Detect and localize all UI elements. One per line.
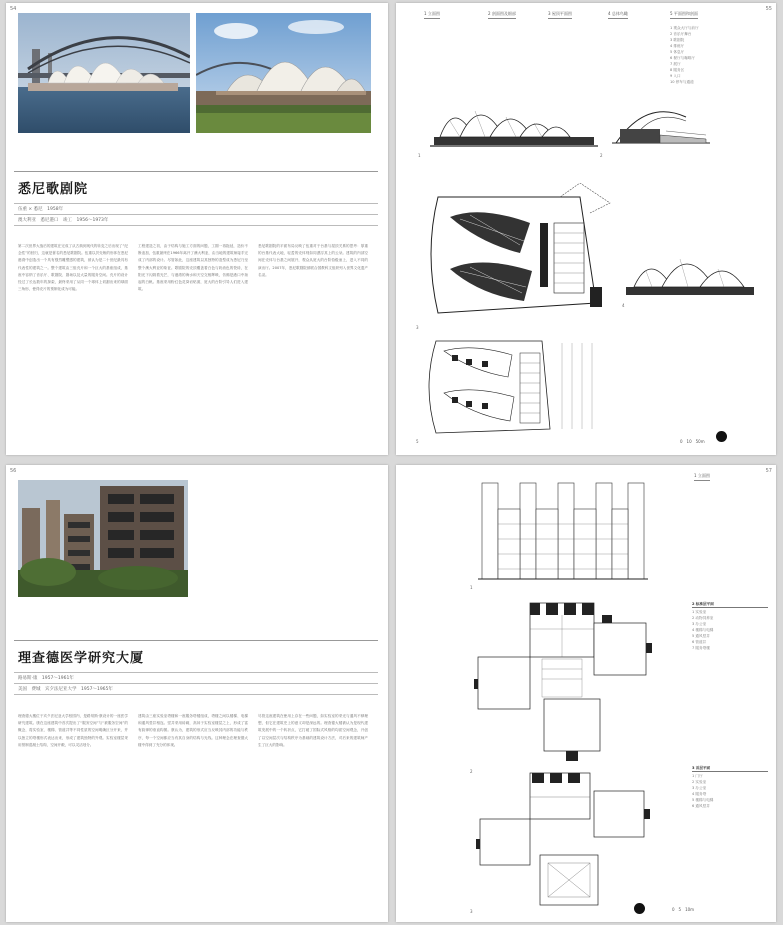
page-number: 55 bbox=[765, 6, 772, 12]
drawing-label-5: 5 bbox=[416, 439, 419, 444]
page-number: 54 bbox=[10, 6, 17, 12]
legend-item: 3 歌剧院 bbox=[670, 38, 685, 42]
legend-typical-floor bbox=[692, 601, 768, 651]
drawing-elevation bbox=[430, 91, 600, 153]
legend-item: 4 楼梯与电梯 bbox=[692, 628, 714, 632]
north-arrow-circle bbox=[634, 903, 645, 914]
section-tabs bbox=[424, 11, 766, 21]
drawing-label-3: 3 bbox=[416, 325, 419, 330]
legend-item: 8 服务区 bbox=[670, 68, 685, 72]
text-column-1: 理查德大楼位于宾夕法尼亚大学校园内，是路易斯·康设计的一座医学研究建筑。康在这座建筑中首次提出了“服务空间”与“被服务空间”的概念，将实验室、楼梯、管道井等不同性质的空间明确区分开来，并以独立的塔楼形式表达出来，形成了建筑独特的外观。实验室楼层采用预制混凝土结构，空间开敞，可以灵活划分。 bbox=[18, 714, 128, 747]
legend-item: 5 休息厅 bbox=[670, 50, 685, 54]
legend-item: 2 音乐厅舞台 bbox=[670, 32, 692, 36]
legend-item: 1 观众大厅与前厅 bbox=[670, 26, 699, 30]
drawing-side-elevation bbox=[626, 241, 756, 301]
drawing-floor-plan bbox=[422, 333, 622, 438]
legend-item: 7 服务塔楼 bbox=[692, 646, 710, 650]
legend-heading: 2 标准层平面 bbox=[692, 601, 768, 608]
meta-location: 澳大利亚 悉尼港口 竣工 1956～1973年 bbox=[14, 214, 378, 226]
legend-item: 6 餐厅与咖啡厅 bbox=[670, 56, 695, 60]
page-number: 57 bbox=[765, 468, 772, 474]
legend-item: 1 门厅 bbox=[692, 774, 703, 778]
legend-item: 4 服务塔 bbox=[692, 792, 707, 796]
drawing-section bbox=[606, 95, 716, 153]
scale-bar-text: 0 5 10m bbox=[672, 907, 695, 912]
scale-bar-text: 0 10 50m bbox=[680, 439, 705, 444]
page-richards-text bbox=[6, 465, 388, 922]
north-arrow-circle bbox=[716, 431, 727, 442]
drawing-label-3: 3 bbox=[470, 909, 473, 914]
tab-elevation: 1 立面图 bbox=[694, 473, 710, 481]
text-column-2: 工程建造之初，由于结构与施工方面的问题，工期一再拖延，造价不断追加，伍重最终在1966年离开了澳大利亚，由当地的建筑师接手完成了内部的设计。尽管如此，这座建筑以其独特的造型成为悉尼乃至整个澳大利亚的象征。歌剧院的壳顶覆盖着白色与奶油色的瓷砖，在阳光下闪烁着光芒，与港湾的海水和天空交相辉映，仿佛是港口中扬起的白帆。基座采用粉红色花岗岩贴面，宽大的台阶引导人们进入建筑。 bbox=[138, 244, 248, 292]
tab-section: 2 剖面图及细部 bbox=[488, 11, 516, 19]
drawing-label-1: 1 bbox=[418, 153, 421, 158]
photo-richards-building bbox=[18, 480, 188, 597]
legend-item: 6 通风竖井 bbox=[692, 804, 710, 808]
legend-item: 9 入口 bbox=[670, 74, 681, 78]
tab-aerial: 4 总体鸟瞰 bbox=[608, 11, 628, 19]
legend-item: 6 管道井 bbox=[692, 640, 707, 644]
text-column-3: 尽管这座建筑在使用上存在一些问题，如实验室的采光与通风不够理想，但它在建筑史上的意义却是深远的。理查德大楼被认为是现代建筑发展中的一个转折点，它打破了国际式风格的均质空间观念，开创了以空间层次与结构秩序为基础的建筑设计方法，对后来的建筑师产生了巨大的影响。 bbox=[258, 714, 368, 747]
drawing-label-2: 2 bbox=[600, 153, 603, 158]
drawing-ground-floor-plan bbox=[474, 769, 654, 909]
drawing-label-2: 2 bbox=[470, 769, 473, 774]
text-column-1: 第二次世界大战后的建筑在完成了从古典到现代的转变之后出现了“纪念性”的回归，这就是著名的悉尼歌剧院。伍重以贝壳般的形体在悉尼港湾中创造出一个具有强烈雕塑感的建筑，被认为是二十世纪最具有代表性的建筑之一。整个建筑由三组壳片和一个巨大的基座组成，基座中容纳了音乐厅、歌剧院、剧场以及大量的服务空间。壳片的设计经过了长达数年的探索，最终采用了从同一个球体上切割出来的球面三角形，使得壳片的预制化成为可能。 bbox=[18, 244, 128, 292]
legend-item: 5 通风竖井 bbox=[692, 634, 710, 638]
legend-heading: 3 首层平面 bbox=[692, 765, 768, 772]
title-block bbox=[14, 171, 378, 226]
drawing-label-4: 4 bbox=[622, 303, 625, 308]
text-column-2: 建筑由三座实验室塔楼和一座服务塔楼组成，塔楼之间以楼梯、电梯和通风竖井相连。竖井采用砖砌，高耸于实验室楼层之上，形成了富有韵律的垂直构图。康认为，建筑的形式应当反映其内部的功能与秩序，每一个空间都应当有其自身的结构与光线。这种理念在理查德大楼中得到了充分的体现。 bbox=[138, 714, 248, 747]
drawing-label-1: 1 bbox=[470, 585, 473, 590]
page-richards-drawings bbox=[396, 465, 776, 922]
legend-item: 10 停车与通道 bbox=[670, 80, 694, 84]
tab-roof-plan: 3 屋顶平面图 bbox=[548, 11, 572, 19]
building-title: 悉尼歌剧院 bbox=[18, 182, 89, 197]
drawing-roof-plan bbox=[420, 183, 620, 323]
legend-item: 4 排练厅 bbox=[670, 44, 685, 48]
legend-item: 3 办公室 bbox=[692, 786, 707, 790]
legend-item: 3 办公室 bbox=[692, 622, 707, 626]
legend-item: 5 楼梯与电梯 bbox=[692, 798, 714, 802]
title-block bbox=[14, 640, 378, 695]
tab-plan-section: 5 平面图和剖面 bbox=[670, 11, 698, 19]
drawing-typical-floor-plan bbox=[474, 599, 654, 769]
photo-sydney-opera-house-harbour bbox=[18, 13, 190, 133]
legend-ground-floor bbox=[692, 765, 768, 809]
drawing-elevation bbox=[478, 479, 648, 584]
meta-architect: 路易斯·康 1957～1961年 bbox=[14, 672, 378, 683]
meta-architect: 伍重 × 悉尼 1958年 bbox=[14, 203, 378, 214]
meta-location: 美国 费城 宾夕法尼亚大学 1957～1965年 bbox=[14, 683, 378, 695]
photo-sydney-opera-house-close bbox=[196, 13, 371, 133]
drawing-legend bbox=[670, 25, 760, 85]
legend-item: 2 实验室 bbox=[692, 780, 707, 784]
legend-item: 7 展厅 bbox=[670, 62, 681, 66]
page-sydney-drawings bbox=[396, 3, 776, 455]
legend-item: 2 动物饲养室 bbox=[692, 616, 714, 620]
building-title: 理查德医学研究大厦 bbox=[18, 651, 145, 666]
legend-item: 1 实验室 bbox=[692, 610, 707, 614]
page-number: 56 bbox=[10, 468, 17, 474]
tab-elevation: 1 立面图 bbox=[424, 11, 440, 19]
text-column-3: 悉尼歌剧院的平面布局反映了伍重对于台基与屋顶关系的思考：厚重的台基代表大地，轻盈的壳体则如同漂浮其上的云朵。建筑的内部空间在壳体与台基之间展开，观众从宽大的台阶拾级而上，进入不同的演出厅。2007年，悉尼歌剧院被联合国教科文组织列入世界文化遗产名录。 bbox=[258, 244, 368, 277]
page-sydney-text bbox=[6, 3, 388, 455]
